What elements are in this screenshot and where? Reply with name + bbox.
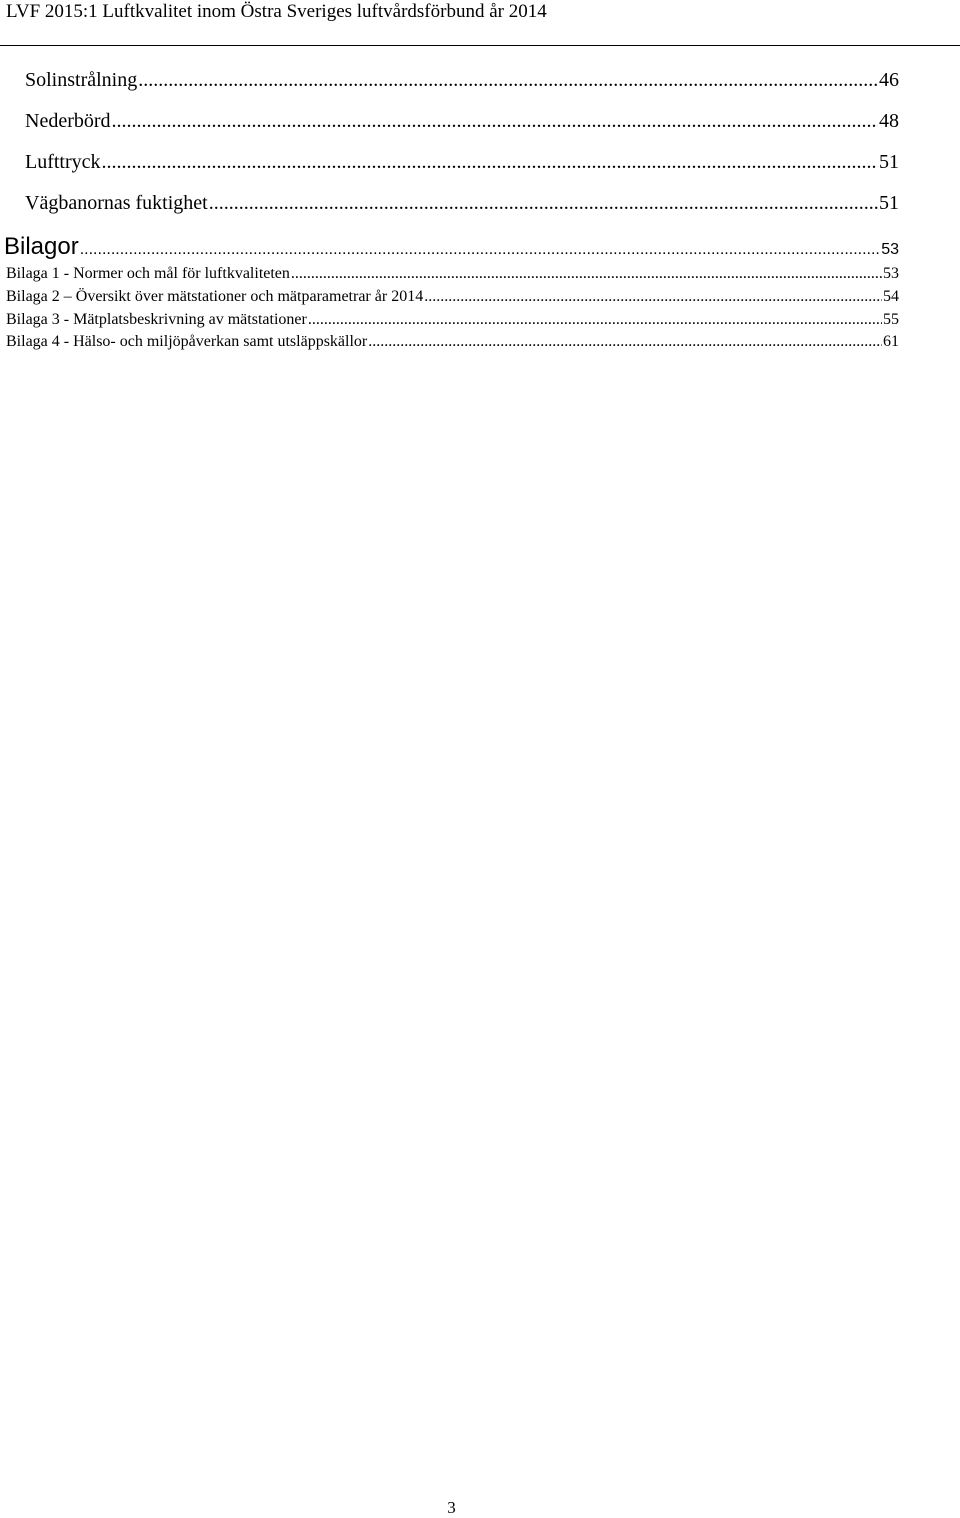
toc-entry-title: Bilaga 4 - Hälso- och miljöpåverkan samt utsläppskällor: [6, 333, 368, 350]
toc-entry[interactable]: [6, 265, 899, 283]
toc-entry[interactable]: [6, 333, 899, 351]
toc-entry-title: Bilaga 3 - Mätplatsbeskrivning av mätstationer: [6, 311, 307, 328]
toc-entry[interactable]: [25, 69, 899, 92]
toc-dot-leader: [368, 333, 882, 351]
toc-entry[interactable]: [6, 288, 899, 306]
toc-entry-page: 51: [879, 192, 899, 214]
toc-dot-leader: [80, 241, 880, 259]
toc-entry-section[interactable]: [4, 233, 899, 261]
running-header: LVF 2015:1 Luftkvalitet inom Östra Sveriges luftvårdsförbund år 2014: [6, 1, 547, 22]
toc-entry-page: 53: [883, 265, 899, 282]
toc-entry-title: Vägbanornas fuktighet: [25, 192, 208, 214]
toc-dot-leader: [291, 265, 882, 283]
page-number: 3: [447, 1498, 456, 1517]
toc-entry-page: 54: [883, 288, 899, 305]
toc-entry-page: 53: [881, 241, 899, 258]
toc-entry-page: 48: [879, 110, 899, 132]
toc-entry-title: Nederbörd: [25, 110, 111, 132]
toc-entry[interactable]: [25, 192, 899, 215]
toc-dot-leader: [102, 151, 878, 174]
toc-entry-title: Bilaga 1 - Normer och mål för luftkvaliteten: [6, 265, 290, 282]
toc-dot-leader: [308, 311, 882, 329]
toc-entry-title: Solinstrålning: [25, 69, 138, 91]
header-divider: [0, 45, 960, 46]
toc-entry[interactable]: [25, 110, 899, 133]
toc-dot-leader: [424, 288, 882, 306]
toc-entry-title: Bilagor: [4, 233, 79, 260]
toc-entry-page: 46: [879, 69, 899, 91]
toc-entry-page: 55: [883, 311, 899, 328]
toc-entry-title: Bilaga 2 – Översikt över mätstationer och mätparametrar år 2014: [6, 288, 424, 305]
toc-entry[interactable]: [25, 151, 899, 174]
toc-dot-leader: [112, 110, 878, 133]
toc-dot-leader: [138, 69, 878, 92]
toc-entry-page: 61: [883, 333, 899, 350]
toc-entry[interactable]: [6, 311, 899, 329]
toc-entry-title: Lufttryck: [25, 151, 101, 173]
toc-dot-leader: [209, 192, 878, 215]
toc-entry-page: 51: [879, 151, 899, 173]
